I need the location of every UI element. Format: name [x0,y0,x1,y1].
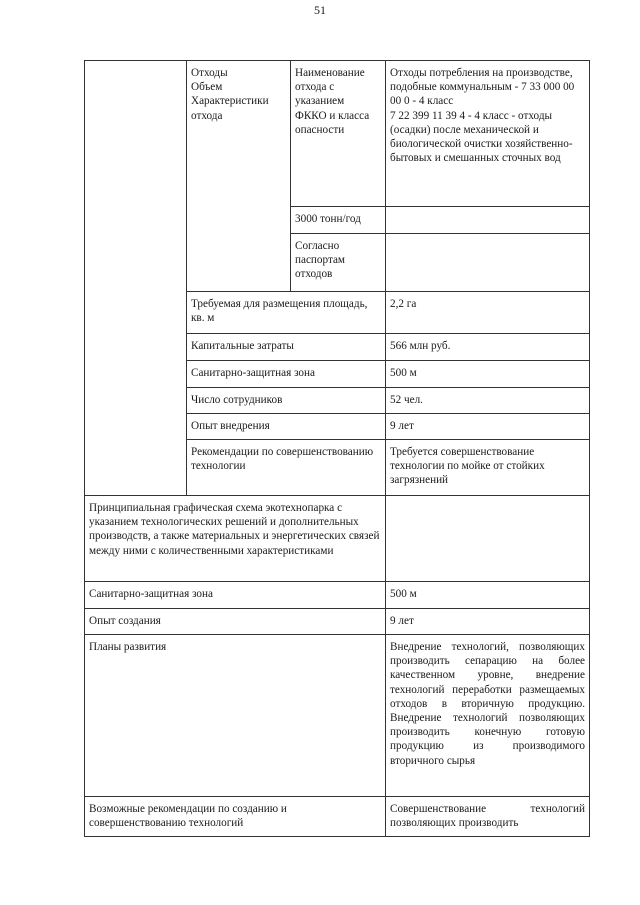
creation-experience-value: 9 лет [386,609,590,635]
area-label: Требуемая для размещения площадь, кв. м [187,292,386,334]
waste-volume-value [386,207,590,234]
implementation-experience-value: 9 лет [386,414,590,440]
area-value: 2,2 га [386,292,590,334]
waste-characteristics-label: Согласно паспортам отходов [291,234,386,292]
sanitary-zone-value: 500 м [386,361,590,388]
development-plans-label: Планы развития [85,635,386,797]
staff-count-value: 52 чел. [386,388,590,414]
technology-table [84,60,590,837]
blank-left-cell [85,61,187,496]
recommendations-label: Рекомендации по совершенствованию технологии [187,440,386,496]
waste-name-label: Наименование отхода с указанием ФККО и класса опасности [291,61,386,207]
scheme-value [386,496,590,582]
possible-recommendations-value: Совершенствование технологий позволяющих производить [386,797,590,837]
outer-sanitary-zone-value: 500 м [386,582,590,609]
implementation-experience-label: Опыт внедрения [187,414,386,440]
possible-recommendations-label: Возможные рекомендации по созданию и совершенствованию технологий [85,797,386,837]
page-number: 51 [314,3,326,17]
creation-experience-label: Опыт создания [85,609,386,635]
recommendations-value: Требуется совершенствование технологии по мойке от стойких загрязнений [386,440,590,496]
staff-count-label: Число сотрудников [187,388,386,414]
development-plans-value: Внедрение технологий, позволяющих производить сепарацию на более качественном уровне, внедрение технологий переработки размещаемых отходов в вторичную продукцию. Внедрение технологий позволяющих производить конечную готовую продукцию из производимого вторичного сырья [386,635,590,797]
capex-label: Капитальные затраты [187,334,386,361]
waste-characteristics-value [386,234,590,292]
waste-name-value: Отходы потребления на производстве, подобные коммунальным - 7 33 000 00 00 0 - 4 класс 7 22 399 11 39 4 - 4 класс - отходы (осадки) после механической и биологической очистки хозяйственно-бытовых и смешанных сточных вод [386,61,590,207]
waste-volume-label: 3000 тонн/год [291,207,386,234]
scheme-label: Принципиальная графическая схема экотехнопарка с указанием технологических решений и дополнительных производств, а также материальных и энергетических связей между ними с количественными характеристиками [85,496,386,582]
waste-header-cell: Отходы Объем Характеристики отхода [187,61,291,292]
capex-value: 566 млн руб. [386,334,590,361]
sanitary-zone-label: Санитарно-защитная зона [187,361,386,388]
outer-sanitary-zone-label: Санитарно-защитная зона [85,582,386,609]
